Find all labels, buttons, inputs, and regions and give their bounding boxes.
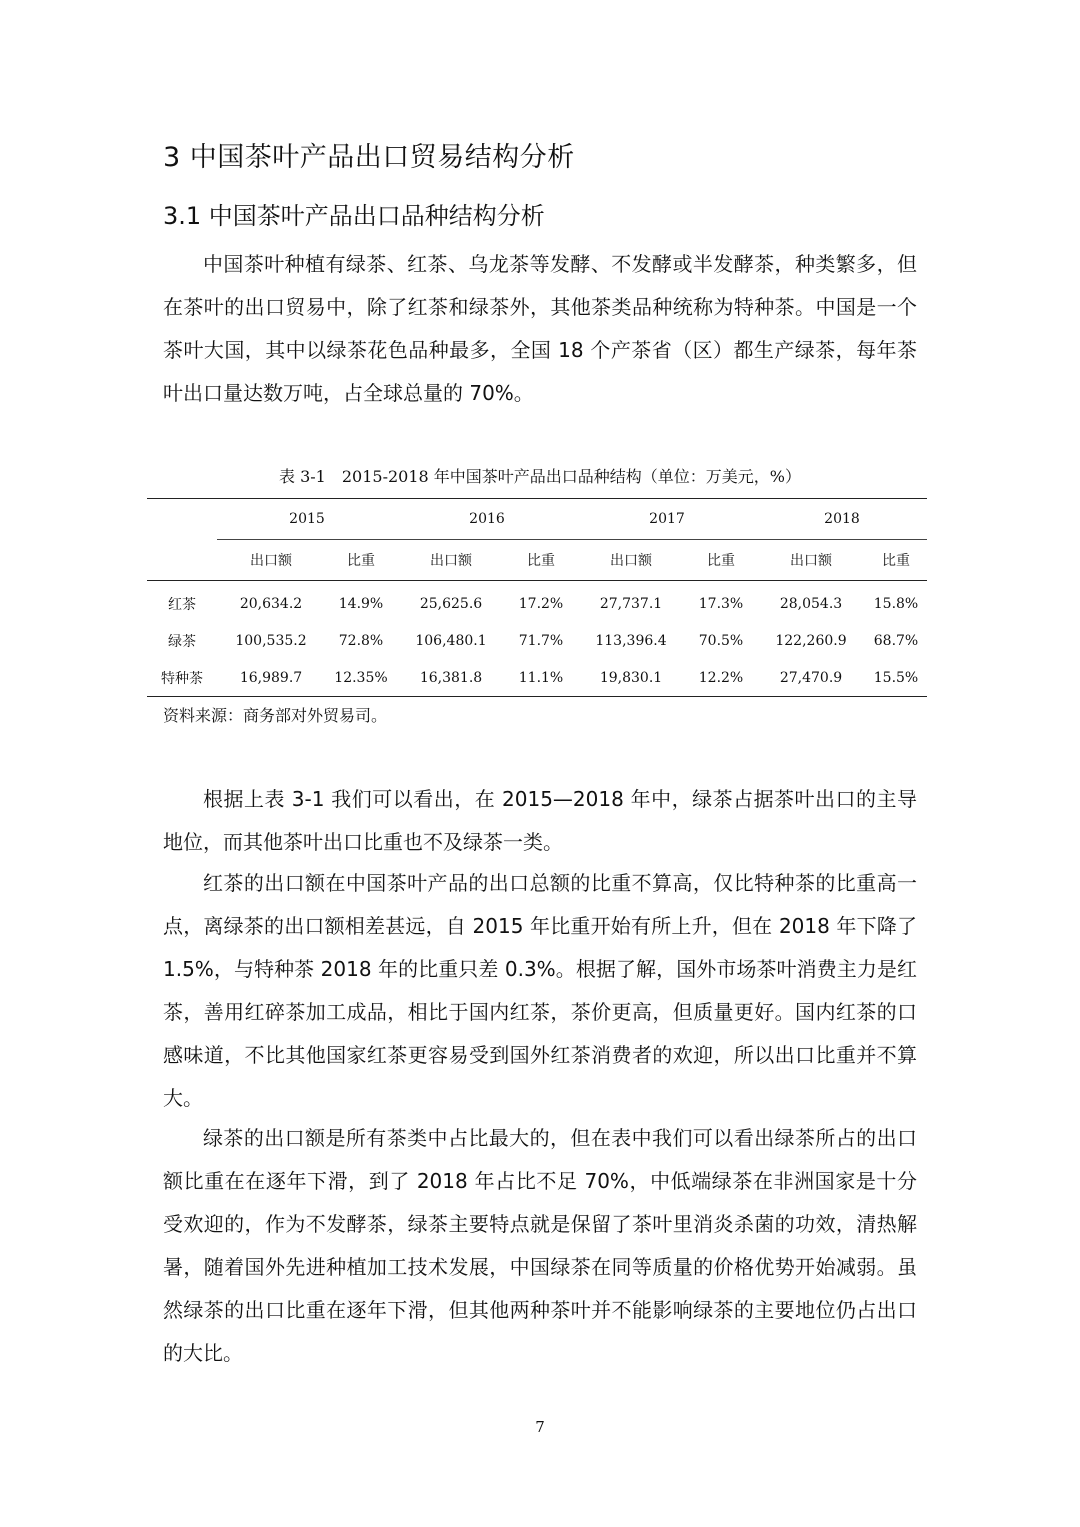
table-cell: 16,381.8: [419, 669, 483, 686]
subsection-heading: 3.1 中国茶叶产品出口品种结构分析: [163, 202, 545, 230]
table-cell: 113,396.4: [595, 632, 667, 649]
table-cell: 100,535.2: [235, 632, 307, 649]
table-corner-cell: [147, 540, 217, 581]
table-cell: 27,470.9: [779, 669, 843, 686]
table-cell: 14.9%: [338, 595, 384, 612]
paragraph-analysis: 根据上表 3-1 我们可以看出，在 2015—2018 年中，绿茶占据茶叶出口的主导地位，而其他茶叶出口比重也不及绿茶一类。: [163, 787, 917, 854]
share-header: 比重: [527, 553, 555, 569]
paragraph-green-tea: 绿茶的出口额是所有茶类中占比最大的，但在表中我们可以看出绿茶所占的出口额比重在在逐年下滑，到了 2018 年占比不足 70%，中低端绿茶在非洲国家是十分受欢迎的，作为不发酵茶，绿茶主要特点就是保留了茶叶里消炎杀菌的功效，清热解暑，随着国外先进种植加工技术发展，中国绿茶在同等质量的价格优势开始减弱。虽然绿茶的出口比重在逐年下滑，但其他两种茶叶并不能影响绿茶的主要地位仍占出口的大比。: [163, 1126, 917, 1365]
table-cell: 19,830.1: [599, 669, 663, 686]
share-header: 比重: [882, 553, 910, 569]
share-header: 比重: [347, 553, 375, 569]
table-cell: 106,480.1: [415, 632, 487, 649]
table-row: [147, 581, 927, 623]
table-cell: 70.5%: [698, 632, 744, 649]
table-cell: 16,989.7: [239, 669, 303, 686]
amount-header: 出口额: [790, 553, 832, 569]
table-cell: 122,260.9: [775, 632, 847, 649]
table-cell: 11.1%: [518, 669, 564, 686]
paragraph-black-tea: 红茶的出口额在中国茶叶产品的出口总额的比重不算高，仅比特种茶的比重高一点，离绿茶的出口额相差甚远，自 2015 年比重开始有所上升，但在 2018 年下降了 1.5%，与特种茶 2018 年的比重只差 0.3%。根据了解，国外市场茶叶消费主力是红茶，善用红碎茶加工成品，相比于国内红茶，茶价更高，但质量更好。国内红茶的口感味道，不比其他国家红茶更容易受到国外红茶消费者的欢迎，所以出口比重并不算大。: [163, 871, 917, 1110]
table-cell: 17.2%: [518, 595, 564, 612]
table-subheader-row: [147, 540, 927, 581]
row-label: 特种茶: [161, 670, 203, 687]
paragraph-intro: 中国茶叶种植有绿茶、红茶、乌龙茶等发酵、不发酵或半发酵茶，种类繁多，但在茶叶的出口贸易中，除了红茶和绿茶外，其他茶类品种统称为特种茶。中国是一个茶叶大国，其中以绿茶花色品种最多，全国 18 个产茶省（区）都生产绿茶，每年茶叶出口量达数万吨，占全球总量的 70%。: [163, 252, 917, 405]
table-cell: 27,737.1: [599, 595, 663, 612]
table-year-header-row: [147, 499, 927, 540]
section-heading: 3 中国茶叶产品出口贸易结构分析: [163, 142, 575, 173]
table-cell: 12.2%: [698, 669, 744, 686]
table-cell: 17.3%: [698, 595, 744, 612]
table-row: [147, 659, 927, 697]
table-cell: 28,054.3: [779, 595, 843, 612]
year-header: 2015: [217, 499, 397, 540]
table-cell: 72.8%: [338, 632, 384, 649]
table-cell: 20,634.2: [239, 595, 303, 612]
table-cell: 25,625.6: [419, 595, 483, 612]
table-row: [147, 622, 927, 659]
table-cell: 68.7%: [873, 632, 919, 649]
amount-header: 出口额: [430, 553, 472, 569]
table-source-note: 资料来源：商务部对外贸易司。: [163, 706, 388, 725]
table-cell: 71.7%: [518, 632, 564, 649]
page-number: 7: [535, 1418, 545, 1436]
share-header: 比重: [707, 553, 735, 569]
row-label: 绿茶: [168, 633, 196, 650]
table-cell: 12.35%: [334, 669, 388, 686]
year-header: 2017: [577, 499, 757, 540]
table-cell: 15.8%: [873, 595, 919, 612]
amount-header: 出口额: [610, 553, 652, 569]
export-structure-table: [147, 498, 927, 697]
table-caption: 表 3-1 2015-2018 年中国茶叶产品出口品种结构（单位：万美元，%）: [279, 467, 801, 486]
amount-header: 出口额: [250, 553, 292, 569]
table-cell: 15.5%: [873, 669, 919, 686]
table-corner-cell: [147, 499, 217, 540]
year-header: 2018: [757, 499, 927, 540]
row-label: 红茶: [168, 596, 196, 613]
year-header: 2016: [397, 499, 577, 540]
